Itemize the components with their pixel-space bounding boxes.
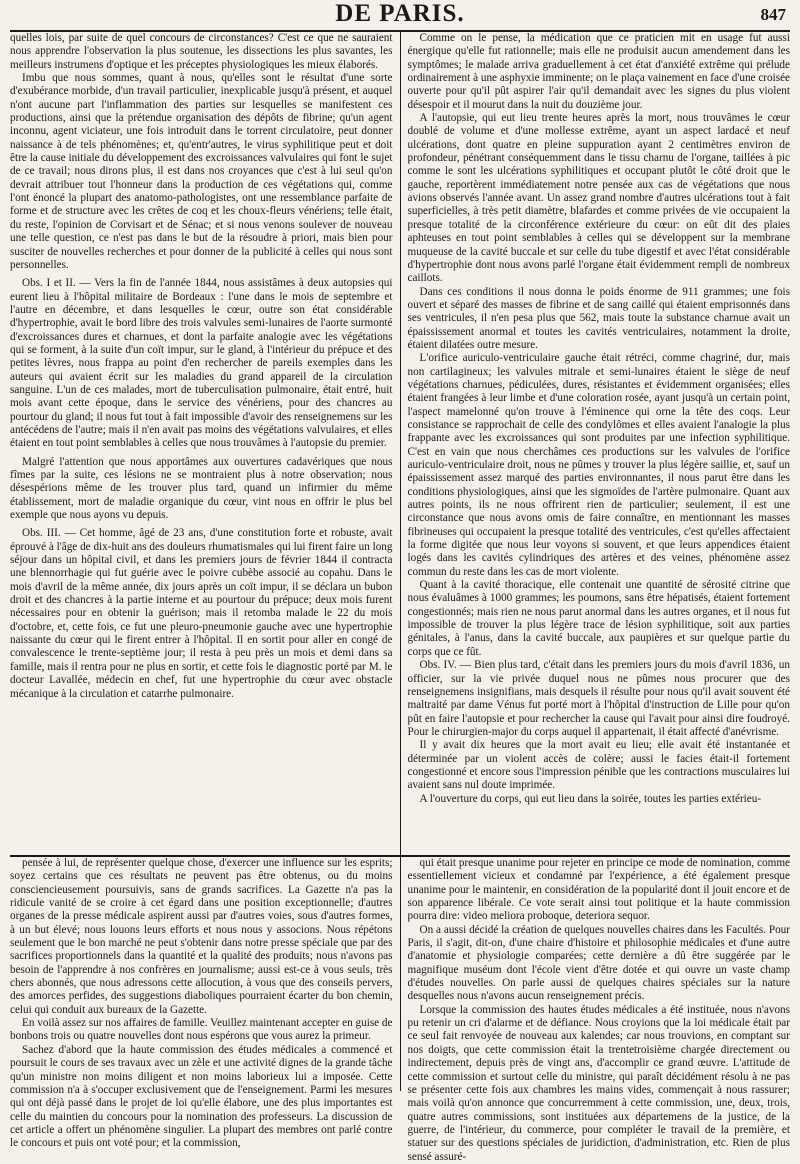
lower-left-column bbox=[10, 857, 400, 1150]
paragraph: Dans ces conditions il nous donna le poids énorme de 911 grammes; une fois ouvert et séparé des masses de fibrine et de sang caillé qui étaient emprisonnés dans ses ventricules, il n'en pesa plus que 562, mais toute la substance charnue avait un épaississement anormal et toutes les cavités ventriculaires, notamment la droite, étaient dilatées outre mesure. bbox=[407, 285, 790, 351]
paragraph: L'orifice auriculo-ventriculaire gauche était rétréci, comme chagriné, dur, mais non cartilagineux; les valvules mitrale et semi-lunaires étaient le siège de neuf végétations charnues, pédiculées, dures, résistantes et évidemment organisées; elles étaient frangées à leur limbe et d'une coloration rosée, ayant jusqu'à un certain point, l'aspect mamelonné qu'on trouve à l'éminence qui orne la tête des coqs. Leur consistance se rapprochait de celle des condylômes et elles avaient l'analogie la plus frappante avec les excroissances qui sont produites par une infection syphilitique. C'est en vain que nous cherchâmes ces productions sur les valvules de l'orifice auriculo-ventriculaire droit, nous ne pûmes y trouver la plus légère saillie, et, sauf un épaississement assez marqué des parties environnantes, il nous parut être dans les conditions physiologiques, ainsi que les sigmoïdes de l'artère pulmonaire. Quant aux autres points, ils ne nous offrirent rien de particulier; seulement, il est une circonstance que nous avons omis de faire connaître, en mentionnant les masses fibrineuses qui occupaient la presque totalité des ventricules, c'est qu'elles affectaient la forme digitée que nous leur voyons si souvent, et que leurs appendices étaient logés dans les cavités cylindriques des artères et des veines, phénomène assez commun du reste dans les cas de mort violente. bbox=[407, 352, 790, 578]
lower-right-column bbox=[401, 857, 791, 1163]
paragraph: En voilà assez sur nos affaires de famille. Veuillez maintenant accepter en guise de bonbons trois ou quatre nouvelles dont nous espérons que vous aurez la primeur. bbox=[10, 1017, 393, 1043]
paragraph: A l'ouverture du corps, qui eut lieu dans la soirée, toutes les parties extérieu- bbox=[419, 792, 762, 805]
paragraph: On a aussi décidé la création de quelques nouvelles chaires dans les Facultés. Pour Paris, il s'agit, dit-on, d'une chaire d'histoire et philosophie médicales et d'une autre d'anatomie et physiologie comparées; cette dernière a dû être suggérée par le magnifique muséum dont l'école vient d'être dotée et qui ouvre un vaste champ d'études nouvelles. On parle aussi de quelques chaires spéciales sur la nature desquelles nous n'avons aucun renseignement précis. bbox=[407, 923, 790, 1003]
page-header bbox=[10, 0, 790, 32]
paragraph: Il y avait dix heures que la mort avait eu lieu; elle avait été instantanée et déterminée par un violent accès de colère; aussi le facies était-il fortement congestionné et encore sous l'impression pénible que les contractions musculaires lui avaient sans nul doute imprimée. bbox=[407, 739, 790, 792]
paragraph: Imbu que nous sommes, quant à nous, qu'elles sont le résultat d'une sorte d'exubérance morbide, d'un travail particulier, inexplicable jusqu'à présent, et auquel n'ont aucune part l'inflammation des parties sur lesquelles se manifestent ces productions, ainsi que la prétendue organisation des dépôts de fibrine; qu'un agent inconnu, agent viciateur, une fois introduit dans le torrent circulatoire, peut donner naissance à de tels phénomènes; et, qu'entr'autres, le virus syphilitique peut et doit être la cause initiale du développement des excroissances valvulaires qui font le sujet de ce travail; nous dirons plus, il est dans nos croyances que c'est à lui seul qu'on devrait attribuer tout l'honneur dans la production de ces végétations qui, comme l'ont énoncé la plupart des anatomo-pathologistes, ont une ressemblance parfaite de forme et de structure avec les crêtes de coq et les choux-fleurs vénériens; telle était, du reste, l'opinion de Corvisart et de Sénac; et si nous venons soulever de nouveau une telle question, ce n'est pas dans le but de la résoudre à priori, mais bien pour susciter de nouvelles recherches et pour donner de la publicité à celles qui nous sont personnelles. bbox=[10, 72, 393, 271]
paragraph-obs-3: Obs. III. — Cet homme, âgé de 23 ans, d'une constitution forte et robuste, avait éprouvé à l'âge de dix-huit ans des douleurs rhumatismales qui lui firent faire un long séjour dans un hôpital civil, et dans les premiers jours de février 1844 il contracta une blennorrhagie qui fut guérie avec le poivre cubèbe associé au copahu. Dans le mois d'avril de la même année, dix jours après un coït impur, il se déclara un bubon droit et des chancres à la partie interne et au pourtour du prépuce; deux mois furent nécessaires pour en obtenir la guérison; mais il retomba malade le 22 du mois d'octobre, et, cette fois, ce fut une pleuro-pneumonie gauche avec une hypertrophie naissante du cœur qui le firent entrer à l'hôpital. Il en sortit pour aller en congé de convalescence le trente-septième jour; il resta à peu près un mois et demi dans sa famille, mais il rentra pour ne plus en sortir, et cette fois le diagnostic porté par M. le docteur Lavallée, médecin en chef, fut une hypertrophie du cœur avec obstacle mécanique à la circulation et catarrhe pulmonaire. bbox=[10, 527, 393, 700]
article-upper-section bbox=[10, 32, 790, 857]
upper-right-column bbox=[401, 32, 791, 855]
paragraph: Comme on le pense, la médication que ce praticien mit en usage fut aussi énergique qu'elle fut rationnelle; mais elle ne produisit aucun amendement dans les symptômes; le malade arriva graduellement à cet état d'anxiété extrême qui prélude ordinairement à une asphyxie imminente; on le plaça vainement en face d'une croisée ouverte pour qu'il pût aspirer l'air qu'il demandait avec les signes du plus violent désespoir et il mourut dans la nuit du douzième jour. bbox=[407, 32, 790, 111]
page-number: 847 bbox=[760, 5, 786, 24]
paragraph-obs-1-2: Obs. I et II. — Vers la fin de l'année 1844, nous assistâmes à deux autopsies qui eurent lieu à l'hôpital militaire de Bordeaux : l'une dans le mois de septembre et l'autre en décembre, et dans lesquelles le cœur, outre son état considérable d'hypertrophie, avait le bord libre des trois valvules semi-lunaires de l'aorte surmonté d'excroissances dures et charnues, et dont la parfaite analogie avec les végétations qui se forment, à la suite d'un coït impur, sur le gland, à l'intérieur du prépuce et des petites lèvres, nous frappa au point d'en rechercher de pareils exemples dans les auteurs qui avaient écrit sur les maladies du grand appareil de la circulation sanguine. L'un de ces malades, mort de tuberculisation pulmonaire, était entré, huit mois avant cette époque, dans le service des vénériens, pour des chancres au pourtour du gland; il nous fut tout à fait impossible d'avoir des renseignemens sur les antécédens de l'autre; mais il n'en avait pas moins des végétations valvulaires, et elles étaient en tout point semblables à celles que nous trouvâmes à l'autopsie du premier. bbox=[10, 277, 393, 450]
paragraph: Quant à la cavité thoracique, elle contenait une quantité de sérosité citrine que nous évaluâmes à 1000 grammes; les poumons, sans être hépatisés, étaient fortement congestionnés; mais rien ne nous parut anormal dans les autres organes, et il nous fut impossible de trouver la plus légère trace de lésion syphilitique, soit aux parties génitales, à l'anus, dans la cavité buccale, aux paupières et sur quelque partie du corps que ce fût. bbox=[407, 579, 790, 658]
paragraph: Malgré l'attention que nous apportâmes aux ouvertures cadavériques que nous fîmes par la suite, ces lésions ne se montraient plus à notre observation; nous désespérions même de les trouver plus tard, quand un infirmier du même établissement, mort de maladie organique du cœur, vint nous en offrir le plus bel exemple que nous ayons vu depuis. bbox=[10, 455, 393, 522]
paragraph: A l'autopsie, qui eut lieu trente heures après la mort, nous trouvâmes le cœur doublé de volume et d'une mollesse extrême, ayant un aspect lardacé et neuf ulcérations, dont quatre en pleine suppuration ayant 2 centimètres environ de profondeur, pénétrant conséquemment dans le tissu charnu de l'organe, taillées à pic comme le sont les ulcérations syphilitiques et occupant plutôt le côté droit que le gauche, reportèrent immédiatement notre pensée aux cas de végétations que nous avions observés l'année avant. Un assez grand nombre d'autres ulcérations tout à fait superficielles, à très petit diamètre, blafardes et comme privées de vie occupaient la presque totalité de la circonférence extérieure du cœur: on eût dit des plaies aphteuses en tout point semblables à celles qui se développent sur la membrane muqueuse de la cavité buccale et sur celle du tube digestif et avec l'état considérable d'hypertrophie dont nous avons parlé l'organe était évidemment rempli de nombreux caillots. bbox=[407, 112, 790, 285]
paragraph-obs-4: Obs. IV. — Bien plus tard, c'était dans les premiers jours du mois d'avril 1836, un officier, sur la vie privée duquel nous ne pûmes nous procurer que des renseignemens insignifians, mais desquels il résulte pour nous qu'il avait souvent été maltraité par dame Vénus fut porté mort à l'hôpital d'instruction de Lille pour qu'on pût en faire l'autopsie et pour rechercher la cause qui l'avait pour ainsi dire foudroyé. Pour le chirurgien-major du corps auquel il appartenait, il était affecté d'anévrisme. bbox=[407, 659, 790, 738]
upper-left-column bbox=[10, 32, 400, 855]
paragraph: Sachez d'abord que la haute commission des études médicales a commencé et poursuit le cours de ses travaux avec un zèle et une activité dignes de la grande tâche qu'un ministre non moins diligent et non moins laborieux lui a imposée. Cette commission n'a à s'occuper exclusivement que de l'enseignement. Parmi les mesures qui ont déjà passé dans le projet de loi qu'elle élabore, une des plus importantes est celle du maintien du concours pour la nomination des professeurs. La discussion de cet article a offert un phénomène singulier. La plupart des membres ont parlé contre le concours et puis ont voté pour; et la commission, bbox=[10, 1043, 393, 1150]
page-title: DE PARIS. bbox=[335, 0, 465, 27]
paragraph: qui était presque unanime pour rejeter en principe ce mode de nomination, comme essentiellement vicieux et condamné par l'expérience, a été également presque unanime pour le maintenir, en considération de la popularité dont il jouit encore et de son apparence libérale. Ce vote serait ainsi tout politique et la haute commission pourra dire: video meliora proboque, deteriora sequor. bbox=[407, 857, 790, 923]
paragraph: pensée à lui, de représenter quelque chose, d'exercer une influence sur les esprits; soyez certains que ces résultats ne peuvent pas être obtenus, ou du moins consciencieusement poursuivis, sans de grands sacrifices. La Gazette n'a pas la ridicule vanité de se croire à cet égard dans une position exceptionnelle; d'autres organes de la presse médicale aspirent aussi par d'autres voies, sous d'autres formes, à un but élevé; nous louons leurs efforts et nous nous y associons. Nous répétons seulement que le bon marché ne peut s'obtenir dans notre presse spéciale que par des sacrifices proportionnels dans la quantité et la qualité des produits; nous n'avons pas besoin de l'apprendre à nos confrères en journalisme; aussi est-ce à vous seuls, très chers abonnés, que nous adressons cette allocution, à vous que des conseils pervers, des amorces perfides, des suggestions diaboliques pourraient écarter du bon chemin, celui qui conduit aux bureaux de la Gazette. bbox=[10, 857, 393, 1016]
feuilleton-lower-section bbox=[10, 857, 790, 1163]
paragraph: quelles lois, par suite de quel concours de circonstances? C'est ce que ne sauraient nous apprendre l'observation la plus soutenue, les dissections les plus savantes, les meilleurs instrumens d'optique et les préceptes physiologiques les mieux élaborés. bbox=[10, 32, 393, 71]
paragraph: Lorsque la commission des hautes études médicales a été instituée, nous n'avons pu retenir un cri d'alarme et de défiance. Nous croyions que la loi médicale était par ce seul fait renvoyée de nouveau aux kalendes; car nous trouvions, en comptant sur nos doigts, que cette commission était la trentetroisième chargée directement ou indirectement, depuis près de vingt ans, d'accomplir ce grand œuvre. L'attitude de cette commission et surtout celle du ministre, qui paraît décidément résolu à ne pas se présenter cette fois aux chambres les mains vides, commençait à nous rassurer; mais voilà qu'on annonce que concurremment à cette commission, une, deux, trois, quatre autres commissions, sont instituées aux départemens de la justice, de la guerre, de l'intérieur, du commerce, pour compléter le travail de la première, et statuer sur des questions spéciales de juridiction, d'administration, etc. Rien de plus sensé assuré- bbox=[407, 1003, 790, 1163]
